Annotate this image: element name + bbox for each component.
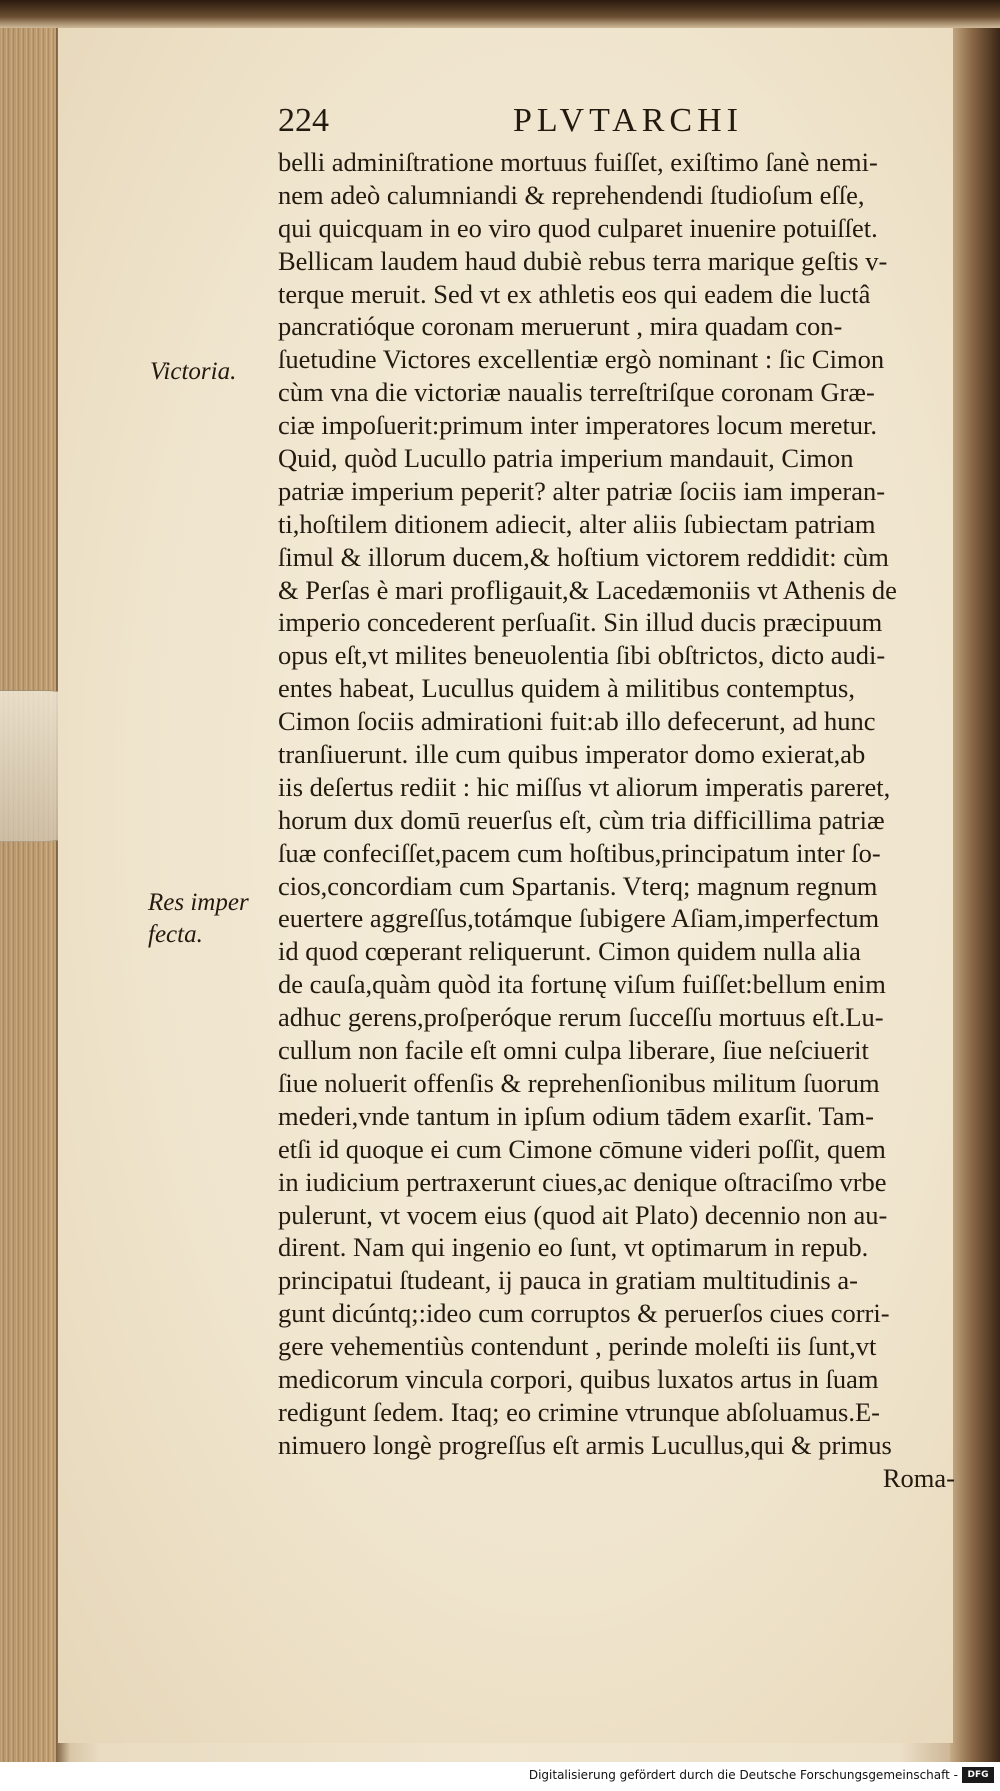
text-line: iis deſertus rediit : hic miſſus vt aliorum imperatis pareret, — [278, 771, 891, 802]
text-line: etſi id quoque ei cum Cimone cōmune videri poſſit, quem — [278, 1133, 886, 1164]
margin-note-victoria: Victoria. — [150, 358, 237, 385]
text-line: belli adminiſtratione mortuus fuiſſet, exiſtimo ſanè nemi- — [278, 147, 878, 177]
text-line: & Perſas è mari profligauit,& Lacedæmoniis vt Athenis de — [278, 574, 897, 605]
text-line: Cimon ſociis admirationi fuit:ab illo defecerunt, ad hunc — [278, 706, 876, 737]
page-number: 224 — [278, 102, 329, 139]
top-edge — [0, 0, 1000, 28]
text-line: horum dux domū reuerſus eſt, cùm tria difficillima patriæ — [278, 804, 885, 835]
text-line: principatui ſtudeant, ij pauca in gratiam multitudinis a- — [278, 1265, 858, 1296]
text-line: ſiue noluerit offenſis & reprehenſionibus militum ſuorum — [278, 1067, 880, 1098]
text-line: imperio concederent perſuaſit. Sin illud ducis præcipuum — [278, 607, 883, 638]
text-line: Bellicam laudem haud dubiè rebus terra marique geſtis v- — [278, 245, 888, 276]
text-line: redigunt ſedem. Itaq; eo crimine vtrunque abſoluamus.E- — [278, 1396, 880, 1427]
text-line: tranſiuerunt. ille cum quibus imperator domo exierat,ab — [278, 739, 866, 770]
text-line: patriæ imperium peperit? alter patriæ ſociis iam imperan- — [278, 475, 886, 506]
text-line: Quid, quòd Lucullo patria imperium mandauit, Cimon — [278, 443, 854, 474]
text-line: gere vehementiùs contendunt , perinde moleſti iis ſunt,vt — [278, 1331, 877, 1362]
text-line: cullum non facile eſt omni culpa liberare, ſiue neſciuerit — [278, 1035, 869, 1066]
text-line: terque meruit. Sed vt ex athletis eos qui eadem die luctâ — [278, 278, 871, 309]
body-text — [278, 146, 963, 1495]
text-line: ti,hoſtilem ditionem adiecit, alter aliis ſubiectam patriam — [278, 508, 876, 539]
text-line: mederi,vnde tantum in ipſum odium tādem exarſit. Tam- — [278, 1100, 874, 1131]
page-header — [278, 102, 798, 146]
text-line: opus eſt,vt milites beneuolentia ſibi obſtrictos, dicto audi- — [278, 640, 886, 671]
text-line: in iudicium pertraxerunt ciues,ac denique oſtraciſmo vrbe — [278, 1166, 887, 1197]
text-line: nimuero longè progreſſus eſt armis Lucullus,qui & primus — [278, 1429, 892, 1460]
text-line: medicorum vincula corpori, quibus luxatos artus in ſuam — [278, 1363, 879, 1394]
text-line: ſuetudine Victores excellentiæ ergò nominant : ſic Cimon — [278, 344, 885, 375]
text-line: id quod cœperant reliquerunt. Cimon quidem nulla alia — [278, 936, 861, 967]
footer-credit: Digitalisierung gefördert durch die Deutsche Forschungsgemeinschaft - — [528, 1768, 958, 1782]
text-line: ciæ impoſuerit:primum inter imperatores locum meretur. — [278, 410, 878, 441]
text-line: nem adeò calumniandi & reprehendendi ſtudioſum eſſe, — [278, 179, 865, 210]
text-line: pulerunt, vt vocem eius (quod ait Plato) decennio non au- — [278, 1199, 888, 1230]
text-line: qui quicquam in eo viro quod culparet inuenire potuiſſet. — [278, 212, 878, 243]
text-line: cios,concordiam cum Spartanis. Vterq; magnum regnum — [278, 870, 878, 901]
text-line: gunt dicúntq;:ideo cum corruptos & peruerſos ciues corri- — [278, 1298, 890, 1329]
text-line: adhuc gerens,proſperóque rerum ſucceſſu mortuus eſt.Lu- — [278, 1002, 884, 1033]
margin-note-res-imper: Res imper — [148, 889, 249, 916]
text-line: dirent. Nam qui ingenio eo ſunt, vt optimarum in repub. — [278, 1232, 869, 1263]
fore-edge — [0, 28, 56, 1762]
text-line: de cauſa,quàm quòd ita fortunę viſum fuiſſet:bellum enim — [278, 969, 886, 1000]
catchword: Roma- — [882, 1462, 955, 1493]
running-title: PLVTARCHI — [513, 102, 743, 139]
text-line: ſimul & illorum ducem,& hoſtium victorem reddidit: cùm — [278, 541, 889, 572]
dfg-logo: DFG — [962, 1767, 994, 1783]
text-line: pancratióque coronam meruerunt , mira quadam con- — [278, 311, 843, 342]
text-line: ſuæ confeciſſet,pacem cum hoſtibus,principatum inter ſo- — [278, 837, 881, 868]
text-line: entes habeat, Lucullus quidem à militibus contemptus, — [278, 673, 855, 704]
footer — [0, 1762, 1000, 1791]
text-line: euertere aggreſſus,totámque ſubigere Aſiam,imperfectum — [278, 903, 880, 934]
text-line: cùm vna die victoriæ naualis terreſtriſque coronam Græ- — [278, 377, 875, 408]
margin-note-fecta: fecta. — [148, 921, 203, 948]
